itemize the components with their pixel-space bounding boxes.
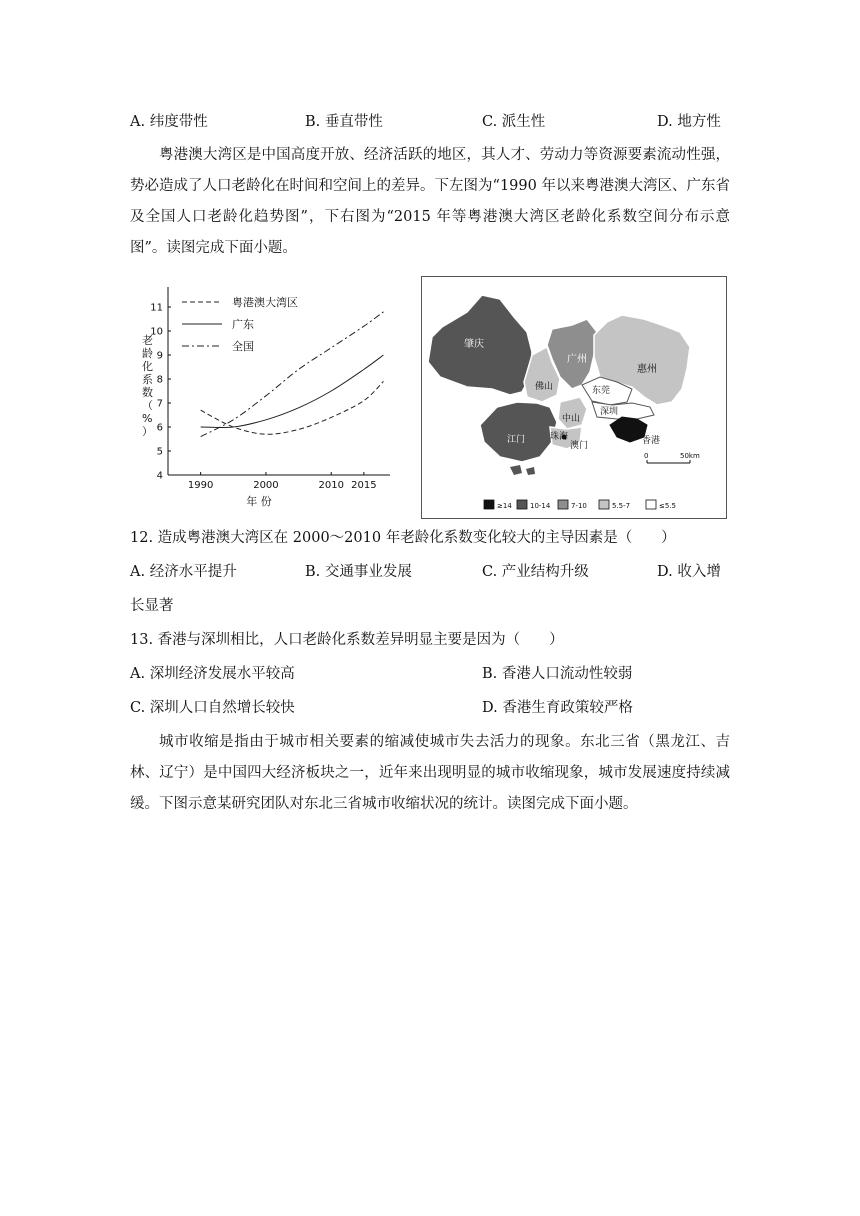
- legend-label-0: 粤港澳大湾区: [232, 296, 298, 309]
- y-tick-label: 5: [156, 446, 163, 458]
- q13-option-d: D. 香港生育政策较严格: [482, 700, 633, 716]
- aging-map-svg: [422, 277, 726, 518]
- legend-label: 10-14: [530, 502, 551, 510]
- legend-swatch: [558, 500, 568, 509]
- region-jiangmen: [480, 402, 557, 462]
- legend-swatch: [484, 500, 494, 509]
- label-zhuhai: 珠海: [550, 432, 569, 442]
- intro-paragraph-1: 粤港澳大湾区是中国高度开放、经济活跃的地区，其人才、劳动力等资源要素流动性强，势必造成了人口老龄化在时间和空间上的差异。下左图为“1990 年以来粤港澳大湾区、广东省及全国人口老龄化趋势图”，下右图为“2015 年等粤港澳大湾区老龄化系数空间分布示意图”。读图完成下面小题。: [130, 147, 730, 256]
- q13-option-a: A. 深圳经济发展水平较高: [130, 666, 295, 682]
- y-tick-label: 9: [156, 350, 163, 362]
- label-shenzhen: 深圳: [600, 407, 619, 417]
- q12-option-d: D. 收入增: [657, 564, 721, 580]
- q12-option-b: B. 交通事业发展: [305, 564, 412, 580]
- q12-option-a: A. 经济水平提升: [130, 564, 237, 580]
- label-guangzhou: 广州: [567, 354, 587, 365]
- aging-trend-chart: [130, 282, 400, 512]
- scale-bar: [644, 452, 700, 463]
- x-tick-label: 2010: [318, 480, 344, 491]
- map-legend: [484, 500, 676, 510]
- label-macau: 澳门: [570, 441, 589, 451]
- y-tick-label: 10: [150, 326, 163, 338]
- y-tick-label: 8: [156, 374, 163, 386]
- aging-map: [421, 276, 727, 519]
- island-a: [510, 465, 522, 475]
- y-tick-label: 11: [150, 302, 163, 314]
- legend-label: 5.5-7: [612, 502, 631, 510]
- q11-option-c: C. 派生性: [482, 114, 546, 130]
- label-hongkong: 香港: [642, 436, 661, 446]
- island-b: [526, 467, 535, 475]
- scale-label: 50km: [680, 452, 700, 460]
- q12-stem: 12. 造成粤港澳大湾区在 2000～2010 年老龄化系数变化较大的主导因素是（ ）: [130, 530, 676, 546]
- q11-option-a: A. 纬度带性: [130, 114, 208, 130]
- q11-option-b: B. 垂直带性: [305, 114, 383, 130]
- label-jiangmen: 江门: [507, 435, 526, 445]
- label-dongguan: 东莞: [592, 386, 611, 396]
- intro-paragraph-2: 城市收缩是指由于城市相关要素的缩减使城市失去活力的现象。东北三省（黑龙江、吉林、辽宁）是中国四大经济板块之一，近年来出现明显的城市收缩现象，城市发展速度持续减缓。下图示意某研究团队对东北三省城市收缩状况的统计。读图完成下面小题。: [130, 734, 730, 812]
- scale-zero: 0: [644, 452, 649, 460]
- y-tick-label: 4: [156, 470, 163, 482]
- legend-label: ≥14: [497, 502, 512, 510]
- x-axis-label: 年 份: [246, 495, 272, 508]
- x-tick-label: 2015: [351, 480, 377, 491]
- region-zhongshan: [558, 397, 587, 429]
- y-tick-label: 7: [156, 398, 163, 410]
- legend-label-2: 全国: [232, 340, 254, 353]
- legend-label: 7-10: [571, 502, 587, 510]
- aging-trend-chart-svg: [130, 282, 400, 512]
- label-huizhou: 惠州: [637, 364, 657, 375]
- series-line-1: [201, 355, 384, 428]
- label-zhongshan: 中山: [562, 414, 581, 424]
- y-tick-label: 6: [156, 422, 163, 434]
- q13-option-b: B. 香港人口流动性较弱: [482, 666, 633, 682]
- x-tick-label: 2000: [253, 480, 279, 491]
- y-axis-label: 老龄化系数（%）: [142, 334, 153, 438]
- q11-option-d: D. 地方性: [657, 114, 721, 130]
- series-line-0: [201, 381, 384, 434]
- legend-label-1: 广东: [232, 318, 254, 331]
- q13-stem: 13. 香港与深圳相比，人口老龄化系数差异明显主要是因为（ ）: [130, 632, 564, 648]
- legend-swatch: [599, 500, 609, 509]
- x-tick-label: 1990: [187, 480, 214, 491]
- q12-option-d-continued: 长显著: [130, 598, 174, 614]
- legend-swatch: [517, 500, 527, 509]
- q13-option-c: C. 深圳人口自然增长较快: [130, 700, 295, 716]
- legend-swatch: [646, 500, 656, 509]
- label-foshan: 佛山: [535, 382, 554, 392]
- q12-option-c: C. 产业结构升级: [482, 564, 589, 580]
- label-zhaoqing: 肇庆: [464, 339, 484, 350]
- legend-label: ≤5.5: [659, 502, 676, 510]
